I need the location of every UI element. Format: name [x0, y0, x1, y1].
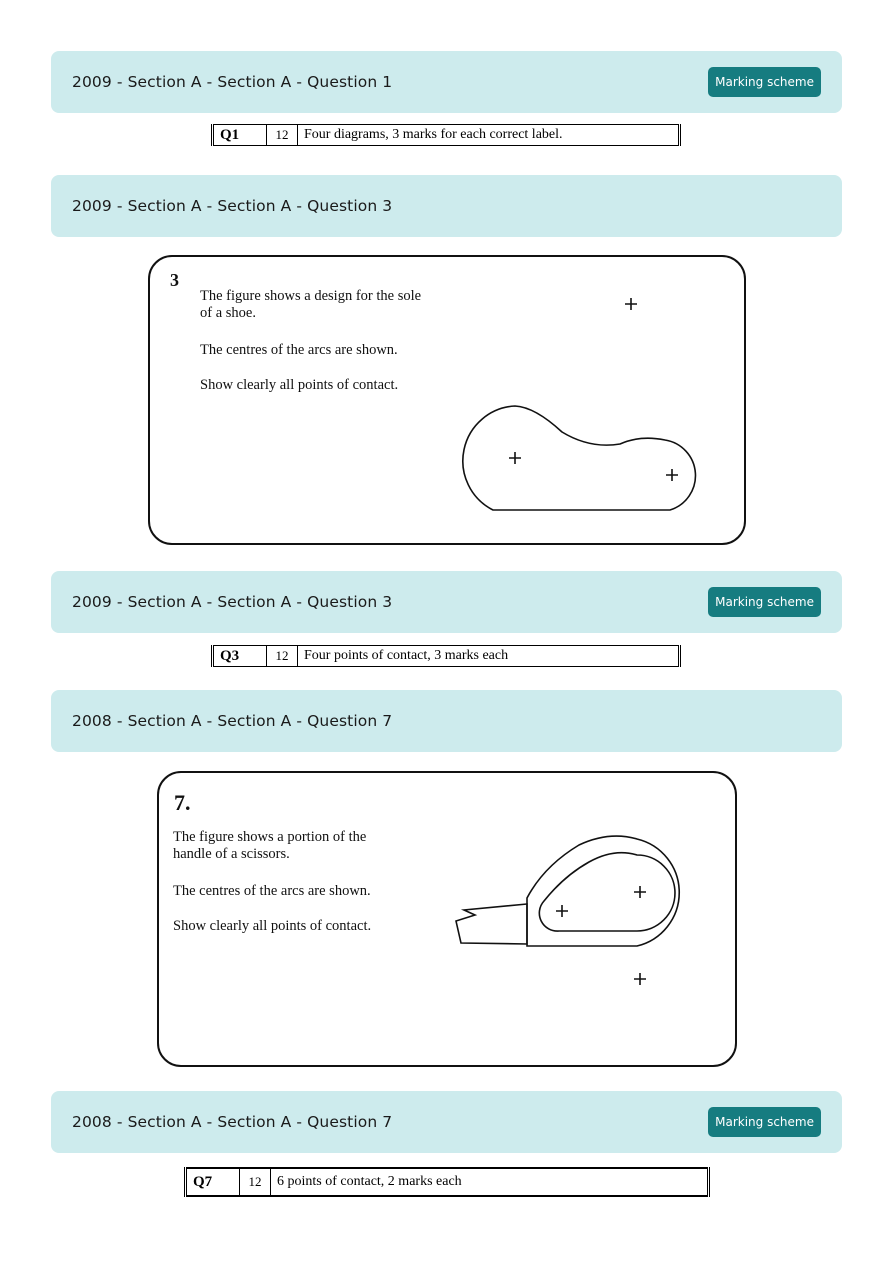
question-code: Q3 — [213, 646, 267, 667]
section-header-q1-2009 — [51, 51, 842, 113]
marking-scheme-button[interactable]: Marking scheme — [708, 67, 821, 97]
marks-description: 6 points of contact, 2 marks each — [271, 1168, 709, 1196]
question-number: 3 — [170, 270, 179, 290]
question-text-3: Show clearly all points of contact. — [200, 377, 399, 393]
section-title: 2008 - Section A - Section A - Question 7 — [72, 712, 393, 730]
marks-description: Four points of contact, 3 marks each — [298, 646, 680, 667]
marks-description: Four diagrams, 3 marks for each correct label. — [298, 125, 680, 146]
section-header-q3-2009 — [51, 175, 842, 237]
shoe-sole-diagram — [150, 257, 748, 547]
question-7-figure — [157, 771, 737, 1067]
question-text-1: The figure shows a design for the sole of a shoe. — [200, 288, 422, 321]
question-text-2: The centres of the arcs are shown. — [173, 883, 371, 899]
section-header-q3-2009-ms — [51, 571, 842, 633]
scissors-handle-diagram — [159, 773, 739, 1069]
marking-scheme-table-q7 — [184, 1167, 710, 1197]
section-title: 2008 - Section A - Section A - Question 7 — [72, 1113, 393, 1131]
question-text-3: Show clearly all points of contact. — [173, 918, 372, 934]
question-code: Q7 — [186, 1168, 240, 1196]
arc-centre-marker — [634, 973, 646, 985]
arc-centre-marker — [509, 452, 521, 464]
table-row — [213, 646, 680, 667]
marks-value: 12 — [267, 125, 298, 146]
section-title: 2009 - Section A - Section A - Question 3 — [72, 593, 393, 611]
question-3-figure — [148, 255, 746, 545]
arc-centre-marker — [625, 298, 637, 310]
marks-value: 12 — [267, 646, 298, 667]
question-code: Q1 — [213, 125, 267, 146]
question-text-2: The centres of the arcs are shown. — [200, 342, 398, 358]
arc-centre-marker — [556, 905, 568, 917]
question-text-1: The figure shows a portion of the handle of a scissors. — [173, 829, 367, 862]
table-row — [186, 1168, 709, 1196]
marks-value: 12 — [240, 1168, 271, 1196]
section-title: 2009 - Section A - Section A - Question 1 — [72, 73, 393, 91]
section-title: 2009 - Section A - Section A - Question 3 — [72, 197, 393, 215]
marking-scheme-table-q1 — [211, 124, 681, 146]
section-header-q7-2008 — [51, 690, 842, 752]
marking-scheme-button[interactable]: Marking scheme — [708, 1107, 821, 1137]
marking-scheme-button[interactable]: Marking scheme — [708, 587, 821, 617]
arc-centre-marker — [666, 469, 678, 481]
arc-centre-marker — [634, 886, 646, 898]
table-row — [213, 125, 680, 146]
section-header-q7-2008-ms — [51, 1091, 842, 1153]
marking-scheme-table-q3 — [211, 645, 681, 667]
question-number: 7. — [174, 790, 191, 815]
